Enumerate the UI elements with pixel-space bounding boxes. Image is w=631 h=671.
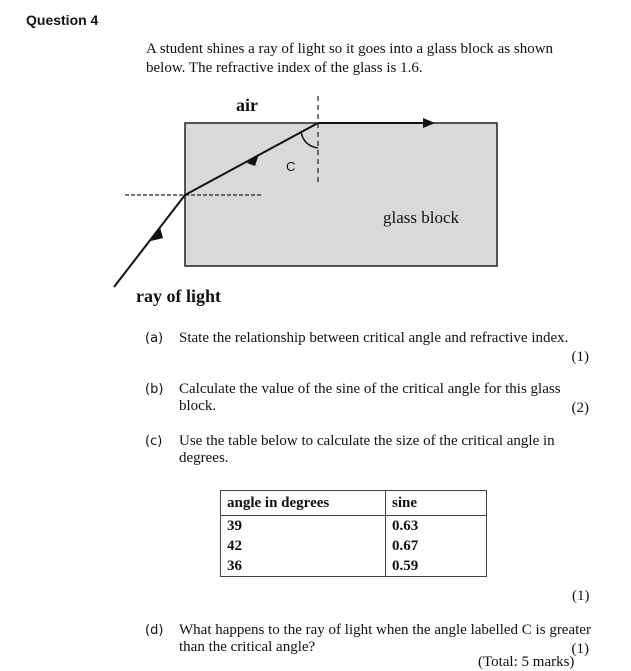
table-row bbox=[221, 556, 487, 577]
incident-ray bbox=[114, 195, 185, 287]
table-cell-angle: 42 bbox=[221, 536, 386, 556]
table-header-row bbox=[221, 491, 487, 516]
table-cell-sine: 0.63 bbox=[386, 516, 487, 537]
part-d bbox=[145, 622, 592, 658]
part-d-text: What happens to the ray of light when the angle labelled C is greater than the critical angle? bbox=[179, 622, 591, 655]
glass-block bbox=[185, 123, 497, 266]
ray-of-light-label: ray of light bbox=[136, 286, 221, 306]
question-intro: A student shines a ray of light so it goes into a glass block as shown below. The refractive index of the glass is 1.6. bbox=[146, 41, 554, 76]
part-b-text: Calculate the value of the sine of the critical angle for this glass block. bbox=[179, 381, 561, 414]
part-c-marks: (1) bbox=[572, 588, 590, 604]
part-d-tag: (d) bbox=[145, 623, 164, 638]
table-header-angle: angle in degrees bbox=[221, 491, 386, 516]
table-header-sine: sine bbox=[386, 491, 487, 516]
table-row bbox=[221, 516, 487, 537]
incident-ray-arrow bbox=[151, 227, 163, 241]
part-b-tag: (b) bbox=[145, 382, 164, 397]
sine-table bbox=[220, 490, 487, 577]
total-marks: (Total: 5 marks) bbox=[478, 654, 575, 670]
air-label: air bbox=[236, 95, 258, 115]
glass-block-label: glass block bbox=[383, 208, 460, 227]
part-b-marks: (2) bbox=[571, 400, 589, 416]
part-d-marks: (1) bbox=[571, 641, 589, 657]
part-a-tag: (a) bbox=[145, 331, 164, 346]
part-c-text: Use the table below to calculate the size of the critical angle in degrees. bbox=[179, 433, 555, 466]
table-row bbox=[221, 536, 487, 556]
part-c bbox=[145, 433, 592, 469]
part-a-text: State the relationship between critical angle and refractive index. bbox=[179, 330, 569, 346]
part-a-marks: (1) bbox=[571, 349, 589, 365]
angle-c-label: C bbox=[286, 159, 296, 174]
question-title: Question 4 bbox=[26, 12, 99, 28]
table-cell-angle: 36 bbox=[221, 556, 386, 577]
table-cell-sine: 0.59 bbox=[386, 556, 487, 577]
table-cell-sine: 0.67 bbox=[386, 536, 487, 556]
table-cell-angle: 39 bbox=[221, 516, 386, 537]
refraction-diagram bbox=[0, 0, 631, 320]
part-b bbox=[145, 381, 592, 417]
part-c-tag: (c) bbox=[145, 434, 163, 449]
part-a bbox=[145, 330, 592, 366]
